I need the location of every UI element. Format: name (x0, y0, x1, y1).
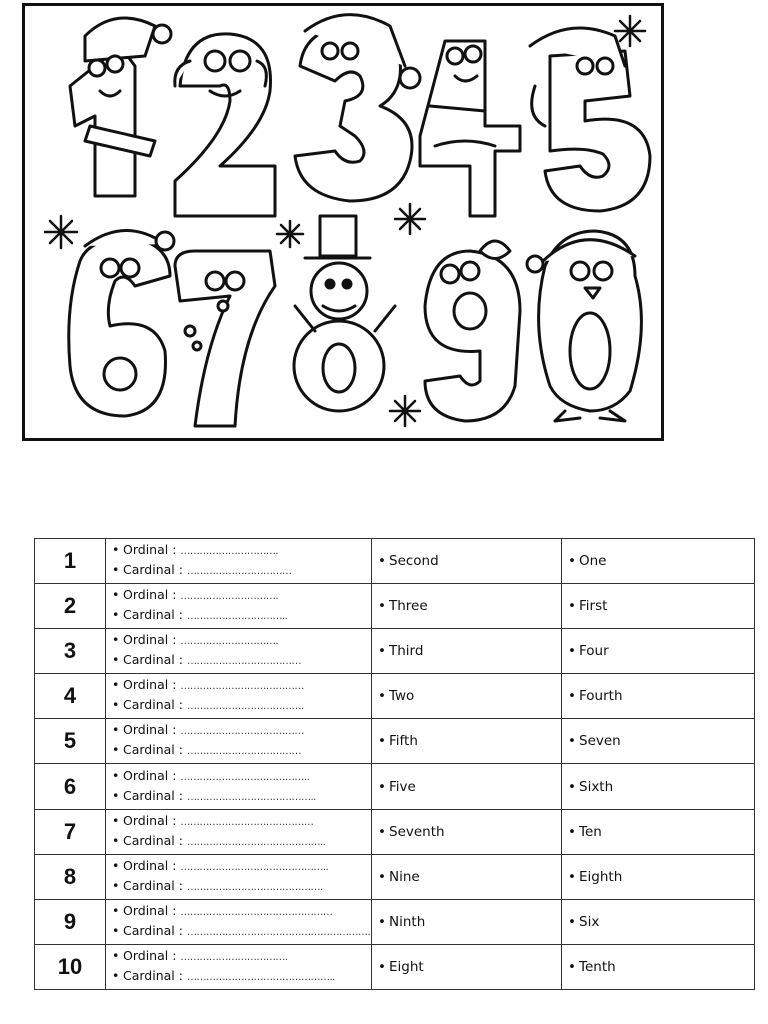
word-option-1-text: Five (389, 778, 416, 795)
table-row (35, 854, 755, 899)
bullet-icon: • (112, 967, 120, 983)
word-option-2 (562, 854, 755, 899)
cardinal-line (112, 696, 371, 716)
bullet-icon: • (378, 958, 386, 975)
ordinal-label: Ordinal : (123, 812, 177, 828)
cardinal-label: Cardinal : (123, 607, 183, 623)
bullet-icon: • (568, 958, 576, 975)
fill-in-cell (106, 899, 372, 944)
bullet-icon: • (112, 767, 120, 783)
fill-in-cell (106, 584, 372, 629)
bullet-icon: • (112, 652, 120, 668)
word-option-1 (372, 674, 562, 719)
bullet-icon: • (378, 913, 386, 930)
word-option-1-text: Nine (389, 868, 420, 885)
ordinal-blank[interactable]: ……………………………………….. (180, 861, 329, 873)
word-option-2 (562, 764, 755, 809)
fill-in-cell (106, 854, 372, 899)
cardinal-line (112, 832, 371, 852)
word-option-1 (372, 944, 562, 989)
cardinal-blank[interactable]: ………………………………….. (186, 791, 316, 803)
bullet-icon: • (378, 643, 386, 660)
ordinal-line (112, 947, 371, 967)
numbers-worksheet-table (34, 538, 755, 990)
table-row (35, 719, 755, 764)
ordinal-line (112, 902, 371, 922)
cardinal-line (112, 741, 371, 761)
row-number: 8 (35, 854, 106, 899)
word-option-2-text: Six (579, 913, 600, 930)
number-five-character (530, 28, 650, 211)
table-row (35, 764, 755, 809)
row-number: 9 (35, 899, 106, 944)
word-option-1 (372, 854, 562, 899)
ordinal-label: Ordinal : (123, 722, 177, 738)
bullet-icon: • (378, 553, 386, 570)
row-number: 10 (35, 944, 106, 989)
word-option-2-text: One (579, 553, 607, 570)
ordinal-blank[interactable]: …………………………. (180, 546, 279, 558)
bullet-icon: • (112, 742, 120, 758)
cardinal-line (112, 787, 371, 807)
fill-in-cell (106, 719, 372, 764)
ordinal-line (112, 631, 371, 651)
bullet-icon: • (112, 787, 120, 803)
word-option-2-text: Ten (579, 823, 602, 840)
fill-in-cell (106, 809, 372, 854)
word-option-1 (372, 809, 562, 854)
number-three-character (295, 15, 420, 201)
word-option-1-text: Ninth (389, 913, 426, 930)
ordinal-line (112, 857, 371, 877)
bullet-icon: • (112, 812, 120, 828)
word-option-2-text: Eighth (579, 868, 623, 885)
ordinal-label: Ordinal : (123, 857, 177, 873)
fill-in-cell (106, 539, 372, 584)
ordinal-blank[interactable]: …………………………. (180, 636, 279, 648)
bullet-icon: • (112, 832, 120, 848)
word-option-2-text: First (579, 598, 608, 615)
ordinal-blank[interactable]: ………………………………… (180, 726, 304, 738)
table-row (35, 899, 755, 944)
number-four-character (420, 41, 520, 216)
fill-in-cell (106, 764, 372, 809)
ordinal-blank[interactable]: ………………………………….. (180, 771, 310, 783)
ordinal-line (112, 676, 371, 696)
word-option-2 (562, 719, 755, 764)
word-option-2-text: Tenth (579, 958, 616, 975)
bullet-icon: • (568, 823, 576, 840)
word-option-1-text: Second (389, 553, 439, 570)
ordinal-label: Ordinal : (123, 947, 177, 963)
word-option-2-text: Seven (579, 733, 621, 750)
row-number: 4 (35, 674, 106, 719)
word-option-1-text: Fifth (389, 733, 418, 750)
number-nine-character (425, 241, 520, 421)
bullet-icon: • (112, 607, 120, 623)
bullet-icon: • (568, 688, 576, 705)
cardinal-label: Cardinal : (123, 652, 183, 668)
ordinal-label: Ordinal : (123, 542, 177, 558)
word-option-2 (562, 629, 755, 674)
cardinal-line (112, 561, 371, 581)
cardinal-blank[interactable]: …………………………………….. (186, 836, 326, 848)
ordinal-blank[interactable]: ………………………………………… (180, 906, 333, 918)
fill-in-cell (106, 629, 372, 674)
word-option-2 (562, 809, 755, 854)
ordinal-label: Ordinal : (123, 587, 177, 603)
word-option-1-text: Two (389, 688, 415, 705)
word-option-2 (562, 539, 755, 584)
cardinal-label: Cardinal : (123, 562, 183, 578)
table-row (35, 584, 755, 629)
table-row (35, 944, 755, 989)
row-number: 7 (35, 809, 106, 854)
ordinal-label: Ordinal : (123, 902, 177, 918)
number-one-character (70, 18, 171, 196)
cardinal-blank[interactable]: …………………………………………………. (186, 926, 371, 938)
bullet-icon: • (112, 922, 120, 938)
cardinal-blank[interactable]: …………………………… (186, 566, 292, 578)
number-eight-snowman-character (294, 216, 395, 411)
row-number: 5 (35, 719, 106, 764)
ordinal-label: Ordinal : (123, 632, 177, 648)
bullet-icon: • (112, 857, 120, 873)
table-row (35, 629, 755, 674)
cardinal-blank[interactable]: ………………………….. (186, 611, 288, 623)
bullet-icon: • (568, 643, 576, 660)
bullet-icon: • (378, 868, 386, 885)
table-row (35, 674, 755, 719)
ordinal-blank[interactable]: ………………………………… (180, 681, 304, 693)
cartoon-numbers-drawing (25, 6, 661, 438)
bullet-icon: • (378, 733, 386, 750)
ordinal-line (112, 767, 371, 787)
cardinal-label: Cardinal : (123, 967, 183, 983)
word-option-1 (372, 899, 562, 944)
word-option-2-text: Fourth (579, 688, 623, 705)
ordinal-blank[interactable]: …………………………. (180, 591, 279, 603)
cardinal-line (112, 922, 371, 942)
numbers-illustration (22, 3, 664, 441)
bullet-icon: • (568, 733, 576, 750)
bullet-icon: • (112, 877, 120, 893)
bullet-icon: • (112, 632, 120, 648)
bullet-icon: • (112, 722, 120, 738)
ordinal-line (112, 586, 371, 606)
number-two-character (175, 34, 275, 216)
bullet-icon: • (112, 542, 120, 558)
bullet-icon: • (568, 868, 576, 885)
bullet-icon: • (112, 562, 120, 578)
bullet-icon: • (568, 913, 576, 930)
number-six-character (69, 230, 174, 416)
word-option-1-text: Three (389, 598, 428, 615)
fill-in-cell (106, 944, 372, 989)
table-row (35, 539, 755, 584)
bullet-icon: • (568, 598, 576, 615)
word-option-2-text: Sixth (579, 778, 614, 795)
bullet-icon: • (378, 778, 386, 795)
row-number: 1 (35, 539, 106, 584)
bullet-icon: • (112, 587, 120, 603)
cardinal-blank[interactable]: ……………………………………. (186, 881, 323, 893)
cardinal-label: Cardinal : (123, 922, 183, 938)
fill-in-cell (106, 674, 372, 719)
bullet-icon: • (568, 778, 576, 795)
word-option-2-text: Four (579, 643, 609, 660)
bullet-icon: • (112, 902, 120, 918)
cardinal-blank[interactable]: ……………………………………….. (186, 971, 335, 983)
row-number: 2 (35, 584, 106, 629)
cardinal-blank[interactable]: ……………………………… (186, 656, 301, 668)
word-option-2 (562, 944, 755, 989)
word-option-1-text: Third (389, 643, 424, 660)
word-option-1 (372, 539, 562, 584)
cardinal-label: Cardinal : (123, 877, 183, 893)
bullet-icon: • (378, 598, 386, 615)
cardinal-line (112, 606, 371, 626)
row-number: 3 (35, 629, 106, 674)
bullet-icon: • (112, 947, 120, 963)
bullet-icon: • (568, 553, 576, 570)
cardinal-blank[interactable]: ………………………………. (186, 701, 304, 713)
bullet-icon: • (378, 823, 386, 840)
word-option-2 (562, 674, 755, 719)
table-row (35, 809, 755, 854)
cardinal-label: Cardinal : (123, 742, 183, 758)
word-option-1 (372, 764, 562, 809)
cardinal-line (112, 877, 371, 897)
ordinal-line (112, 721, 371, 741)
cardinal-label: Cardinal : (123, 697, 183, 713)
word-option-2 (562, 899, 755, 944)
word-option-1 (372, 584, 562, 629)
cardinal-line (112, 651, 371, 671)
ordinal-line (112, 541, 371, 561)
cardinal-blank[interactable]: ……………………………… (186, 746, 301, 758)
word-option-1 (372, 719, 562, 764)
number-seven-character (175, 251, 275, 426)
ordinal-line (112, 812, 371, 832)
cardinal-line (112, 967, 371, 987)
ordinal-blank[interactable]: …………………………………… (180, 816, 314, 828)
bullet-icon: • (112, 697, 120, 713)
word-option-1 (372, 629, 562, 674)
ordinal-blank[interactable]: ……………………………. (180, 951, 288, 963)
ordinal-label: Ordinal : (123, 677, 177, 693)
row-number: 6 (35, 764, 106, 809)
bullet-icon: • (378, 688, 386, 705)
word-option-1-text: Seventh (389, 823, 445, 840)
word-option-1-text: Eight (389, 958, 424, 975)
number-zero-penguin-character (527, 231, 641, 421)
bullet-icon: • (112, 677, 120, 693)
word-option-2 (562, 584, 755, 629)
cardinal-label: Cardinal : (123, 787, 183, 803)
ordinal-label: Ordinal : (123, 767, 177, 783)
cardinal-label: Cardinal : (123, 832, 183, 848)
